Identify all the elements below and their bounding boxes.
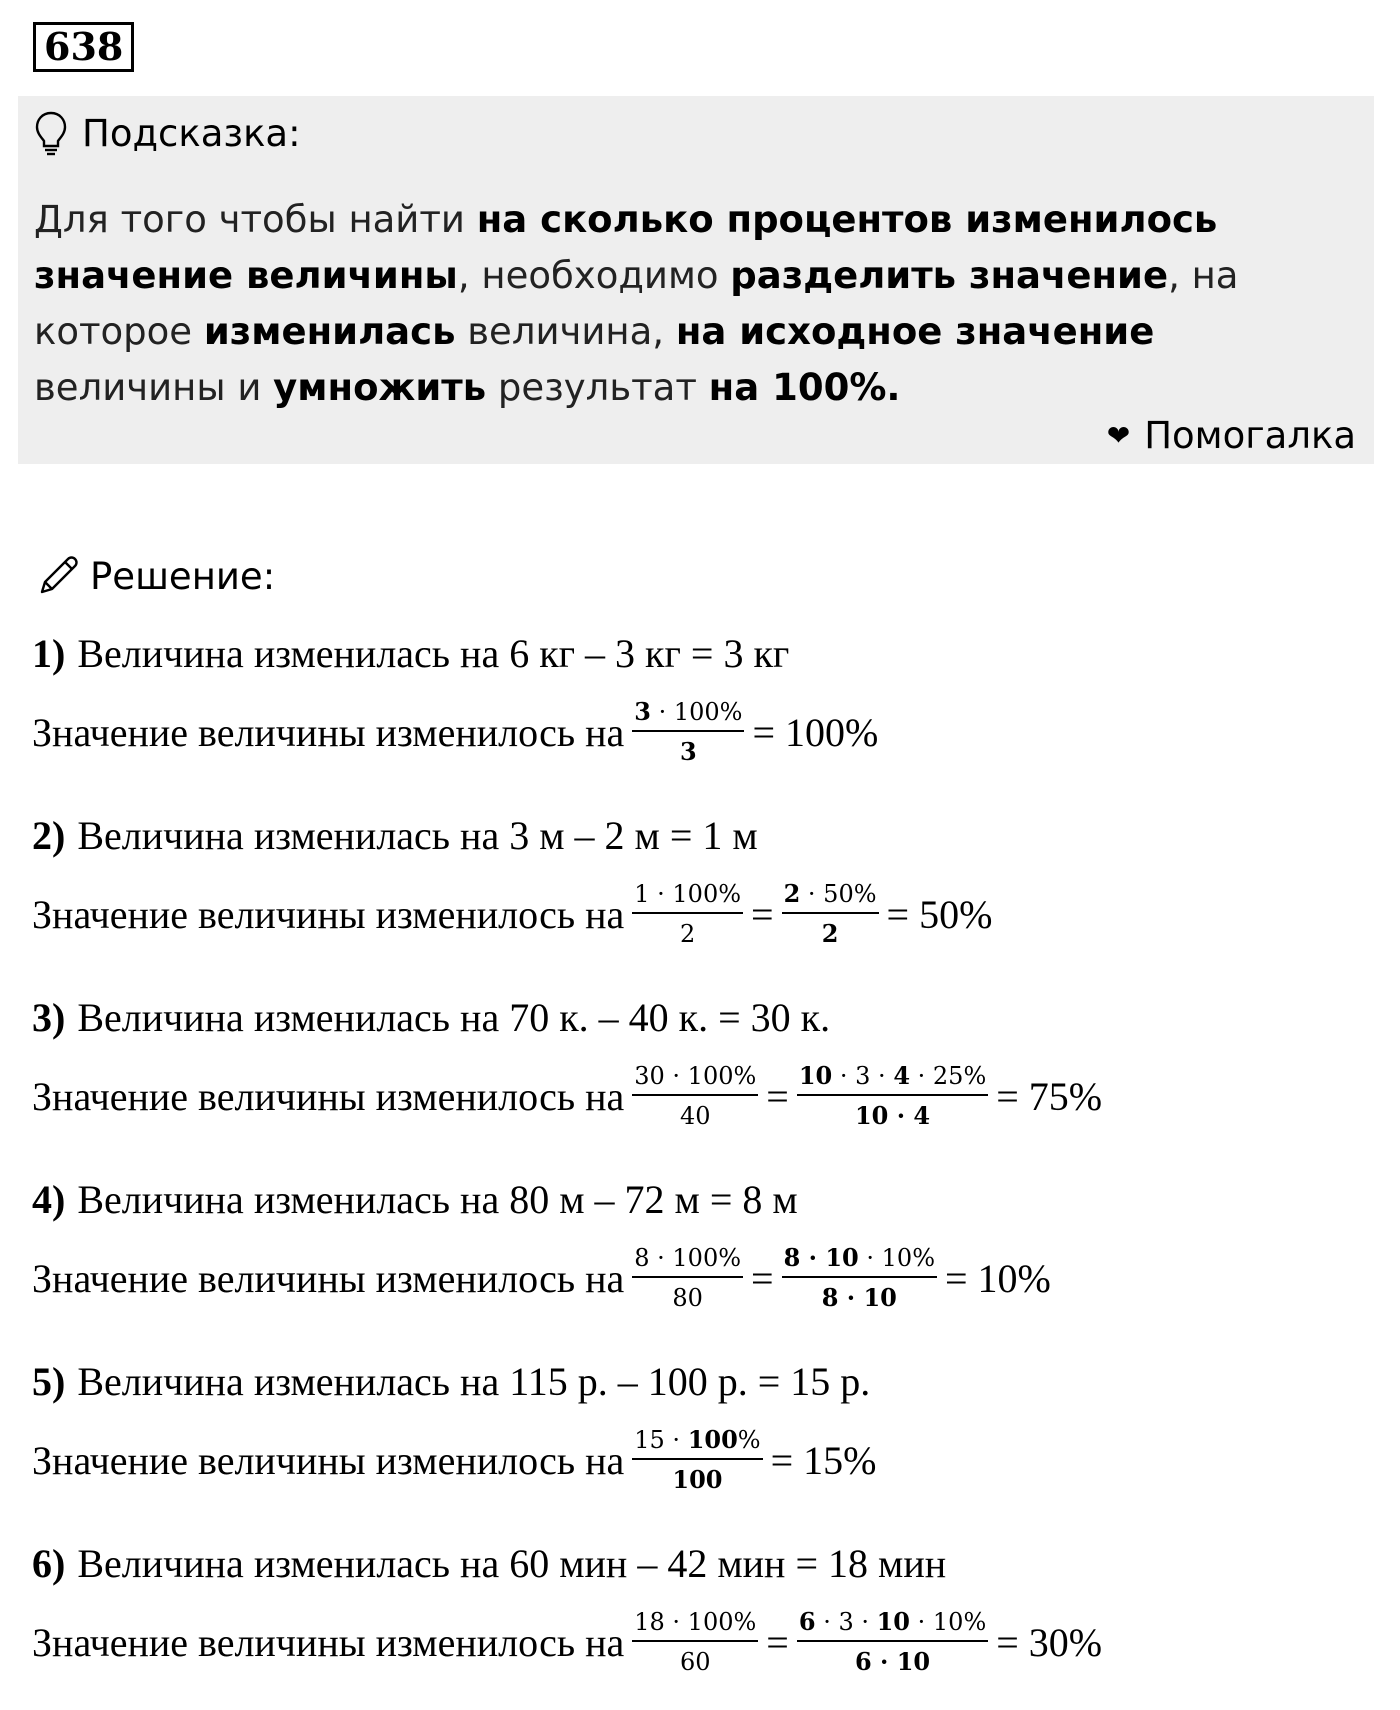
change-text: Величина изменилась на 80 м – 72 м = 8 м [77, 1177, 798, 1222]
change-text: Величина изменилась на 60 мин – 42 мин = 18 мин [77, 1541, 947, 1586]
fraction [782, 1243, 937, 1312]
item-number: 4) [32, 1177, 66, 1222]
pencil-icon [36, 554, 80, 598]
hint-segment: величина, [455, 310, 676, 353]
percent-prefix: Значение величины изменилось на [32, 709, 625, 755]
fraction [632, 1425, 762, 1494]
fraction-term: · 25% [910, 1062, 987, 1090]
item-number: 6) [32, 1541, 66, 1586]
fraction-numerator [782, 1243, 937, 1276]
fraction-numerator [632, 1246, 743, 1276]
change-line [32, 630, 789, 677]
fraction [632, 1064, 758, 1128]
change-text: Величина изменилась на 3 м – 2 м = 1 м [77, 813, 758, 858]
percent-prefix: Значение величины изменилось на [32, 1073, 625, 1119]
change-text: Величина изменилась на 70 к. – 40 к. = 30 к. [77, 995, 831, 1040]
fraction [797, 1607, 988, 1676]
fraction-term: 2 [821, 919, 839, 948]
fraction-term: 8 · 10 [783, 1243, 859, 1272]
fraction-term: 8 · 10 [821, 1283, 897, 1312]
fraction-term: 18 · 100% [634, 1608, 757, 1636]
hint-panel [18, 96, 1374, 464]
fraction-denominator [855, 1096, 930, 1128]
change-line [32, 1358, 870, 1405]
fraction-term: 10 [876, 1607, 911, 1636]
fraction-term: 100 [687, 1425, 738, 1454]
fraction [797, 1061, 988, 1130]
percent-result: = 30% [996, 1619, 1103, 1665]
hint-emphasis: разделить значение [730, 254, 1169, 297]
equals-sign: = [766, 1073, 789, 1119]
percent-prefix: Значение величины изменилось на [32, 1619, 625, 1665]
fraction-term: 3 [634, 697, 651, 726]
fraction [632, 697, 744, 766]
fraction-term: 10 · 4 [854, 1101, 931, 1130]
fraction-term: 60 [680, 1648, 711, 1676]
hint-segment: , необходимо [457, 254, 731, 297]
hint-segment: величины и [34, 366, 274, 409]
fraction-numerator [782, 879, 879, 912]
fraction-term: 3 [680, 737, 697, 766]
percent-prefix: Значение величины изменилось на [32, 1255, 625, 1301]
change-line [32, 812, 758, 859]
percent-result: = 15% [770, 1437, 877, 1483]
fraction-term: 2 [783, 879, 801, 908]
equals-sign: = [766, 1619, 789, 1665]
fraction-numerator [632, 1610, 758, 1640]
hint-segment: Для того чтобы найти [34, 198, 477, 241]
brand-signature [1107, 414, 1356, 457]
change-line [32, 1176, 798, 1223]
fraction-term: · 3 · [815, 1608, 877, 1636]
percent-result: = 10% [945, 1255, 1051, 1301]
fraction-numerator [632, 697, 744, 730]
fraction-denominator [672, 1460, 722, 1492]
fraction-term: % [737, 1426, 761, 1454]
equals-sign: = [751, 1255, 774, 1301]
fraction-term: 8 · 100% [634, 1244, 742, 1272]
fraction [782, 879, 879, 948]
percent-result: = 75% [996, 1073, 1103, 1119]
item-number: 5) [32, 1359, 66, 1404]
fraction [632, 1246, 743, 1310]
fraction-term: · 10% [910, 1608, 987, 1636]
fraction-denominator [680, 732, 697, 764]
item-number: 1) [32, 631, 66, 676]
fraction-numerator [632, 1425, 762, 1458]
percent-result: = 100% [752, 709, 879, 755]
fraction-denominator [680, 1096, 711, 1128]
fraction-term: 1 · 100% [634, 880, 742, 908]
hint-emphasis: изменилась [203, 310, 456, 353]
fraction-term: 6 · 10 [854, 1647, 931, 1676]
equals-sign: = [751, 891, 774, 937]
fraction [632, 1610, 758, 1674]
fraction-term: · 100% [650, 698, 743, 726]
fraction-numerator [632, 1064, 758, 1094]
fraction-term: 80 [672, 1284, 703, 1312]
fraction-denominator [822, 914, 839, 946]
fraction-numerator [797, 1061, 988, 1094]
fraction-term: 30 · 100% [634, 1062, 757, 1090]
fraction-term: · 10% [858, 1244, 935, 1272]
solution-header [36, 554, 275, 598]
percent-line [32, 1061, 1103, 1130]
fraction-denominator [680, 1642, 711, 1674]
brand-label: Помогалка [1144, 414, 1356, 457]
change-text: Величина изменилась на 115 р. – 100 р. = 15 р. [77, 1359, 871, 1404]
percent-line [32, 697, 879, 766]
hint-segment: результат [486, 366, 709, 409]
fraction-term: 10 [798, 1061, 833, 1090]
percent-prefix: Значение величины изменилось на [32, 1437, 625, 1483]
hint-emphasis: на сколько процентов изменилось значение величины [34, 198, 1218, 297]
fraction-denominator [672, 1278, 703, 1310]
fraction-denominator [680, 914, 695, 946]
fraction-denominator [822, 1278, 897, 1310]
hint-header [34, 110, 301, 156]
fraction-term: 6 [798, 1607, 816, 1636]
heart-icon: ❤ [1106, 419, 1131, 452]
fraction-term: 100 [672, 1465, 723, 1494]
change-line [32, 994, 830, 1041]
fraction-term: 15 · [634, 1426, 688, 1454]
fraction-term: · 50% [800, 880, 877, 908]
percent-line [32, 1607, 1103, 1676]
percent-line [32, 879, 993, 948]
task-number: 638 [33, 22, 134, 72]
solution-title: Решение: [90, 554, 276, 598]
fraction-term: · 3 · [832, 1062, 894, 1090]
item-number: 2) [32, 813, 66, 858]
fraction-numerator [797, 1607, 988, 1640]
item-number: 3) [32, 995, 66, 1040]
hint-emphasis: на 100%. [708, 366, 901, 409]
percent-line [32, 1425, 877, 1494]
fraction-term: 4 [893, 1061, 911, 1090]
hint-emphasis: на исходное значение [675, 310, 1155, 353]
percent-result: = 50% [886, 891, 993, 937]
fraction-denominator [855, 1642, 930, 1674]
hint-text [34, 192, 1354, 416]
fraction-term: 40 [680, 1102, 711, 1130]
change-text: Величина изменилась на 6 кг – 3 кг = 3 кг [77, 631, 790, 676]
fraction-numerator [632, 882, 743, 912]
fraction-term: 2 [680, 920, 696, 948]
fraction [632, 882, 743, 946]
percent-prefix: Значение величины изменилось на [32, 891, 625, 937]
percent-line [32, 1243, 1051, 1312]
hint-segment: , на которое [34, 254, 1239, 353]
hint-title: Подсказка: [82, 111, 301, 155]
hint-emphasis: умножить [273, 366, 487, 409]
lightbulb-icon [34, 110, 68, 156]
change-line [32, 1540, 946, 1587]
